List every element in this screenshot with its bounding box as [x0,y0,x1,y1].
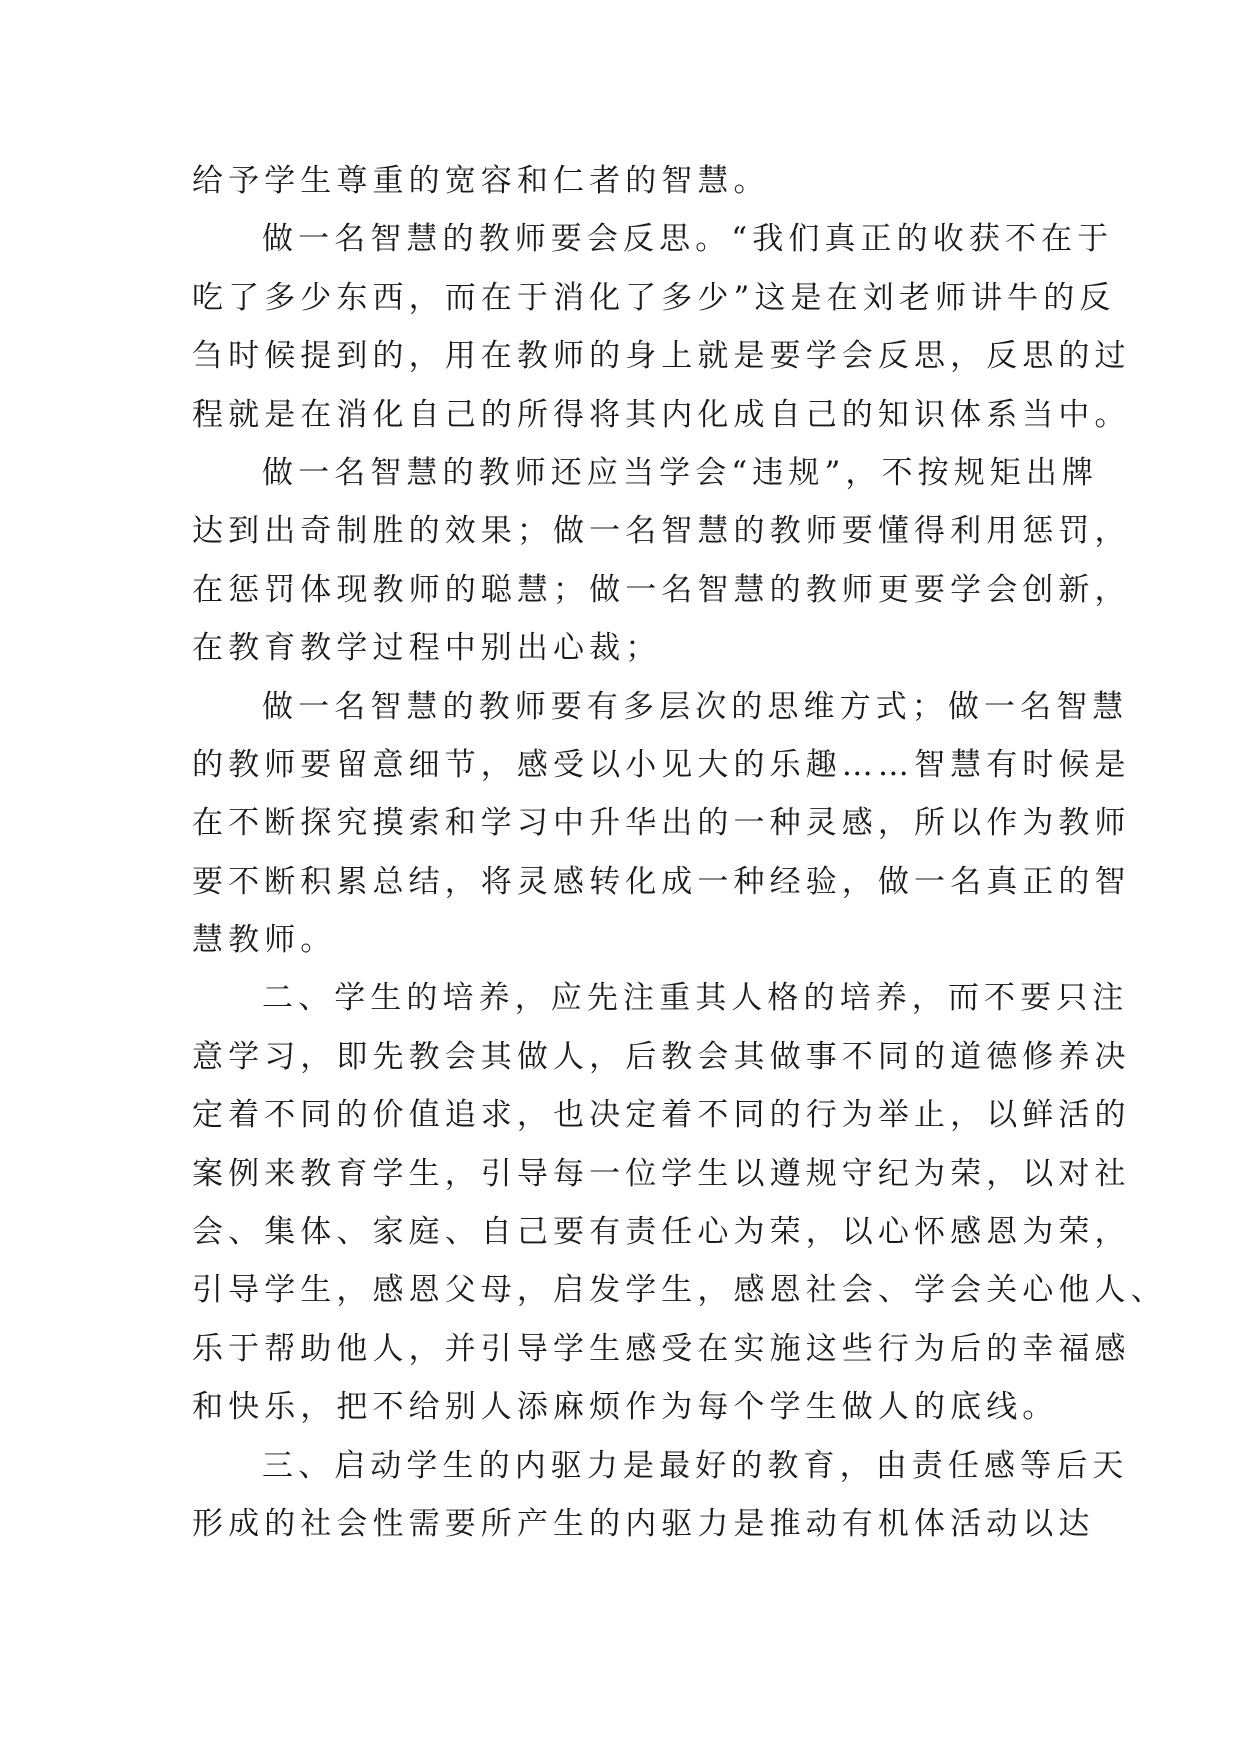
text-line: 引导学生，感恩父母，启发学生，感恩社会、学会关心他人、 [192,1272,1167,1309]
text-line: 做一名智慧的教师要有多层次的思维方式；做一名智慧 [262,688,1129,725]
text-line: 在惩罚体现教师的聪慧；做一名智慧的教师更要学会创新， [192,571,1131,608]
text-line: 和快乐，把不给别人添麻烦作为每个学生做人的底线。 [192,1389,1059,1426]
text-line: 意学习，即先教会其做人，后教会其做事不同的道德修养决 [192,1038,1131,1075]
text-line: 二、学生的培养，应先注重其人格的培养，而不要只注 [262,980,1129,1017]
text-line: 在不断探究摸索和学习中升华出的一种灵感，所以作为教师 [192,805,1131,842]
text-line: 三、启动学生的内驱力是最好的教育，由责任感等后天 [262,1447,1129,1484]
text-line: 达到出奇制胜的效果；做一名智慧的教师要懂得利用惩罚， [192,513,1131,550]
body-text [192,152,1167,1553]
text-line: 定着不同的价值追求，也决定着不同的行为举止，以鲜活的 [192,1097,1131,1134]
text-line: 要不断积累总结，将灵感转化成一种经验，做一名真正的智 [192,863,1131,900]
text-line: 做一名智慧的教师要会反思。“我们真正的收获不在于 [262,221,1114,258]
text-line: 会、集体、家庭、自己要有责任心为荣，以心怀感恩为荣， [192,1214,1131,1251]
text-line: 案例来教育学生，引导每一位学生以遵规守纪为荣，以对社 [192,1155,1131,1192]
text-line: 形成的社会性需要所产生的内驱力是推动有机体活动以达 [192,1505,1095,1542]
text-line: 吃了多少东西，而在于消化了多少”这是在刘老师讲牛的反 [192,279,1116,316]
text-line: 在教育教学过程中别出心裁； [192,630,662,667]
text-line: 做一名智慧的教师还应当学会“违规”，不按规矩出牌 [262,454,1099,491]
text-line: 慧教师。 [192,922,337,959]
text-line: 的教师要留意细节，感受以小见大的乐趣……智慧有时候是 [192,746,1131,783]
text-line: 乐于帮助他人，并引导学生感受在实施这些行为后的幸福感 [192,1330,1131,1367]
text-line: 给予学生尊重的宽容和仁者的智慧。 [192,163,770,199]
text-line: 程就是在消化自己的所得将其内化成自己的知识体系当中。 [192,396,1131,433]
text-line: 刍时候提到的，用在教师的身上就是要学会反思，反思的过 [192,338,1131,375]
